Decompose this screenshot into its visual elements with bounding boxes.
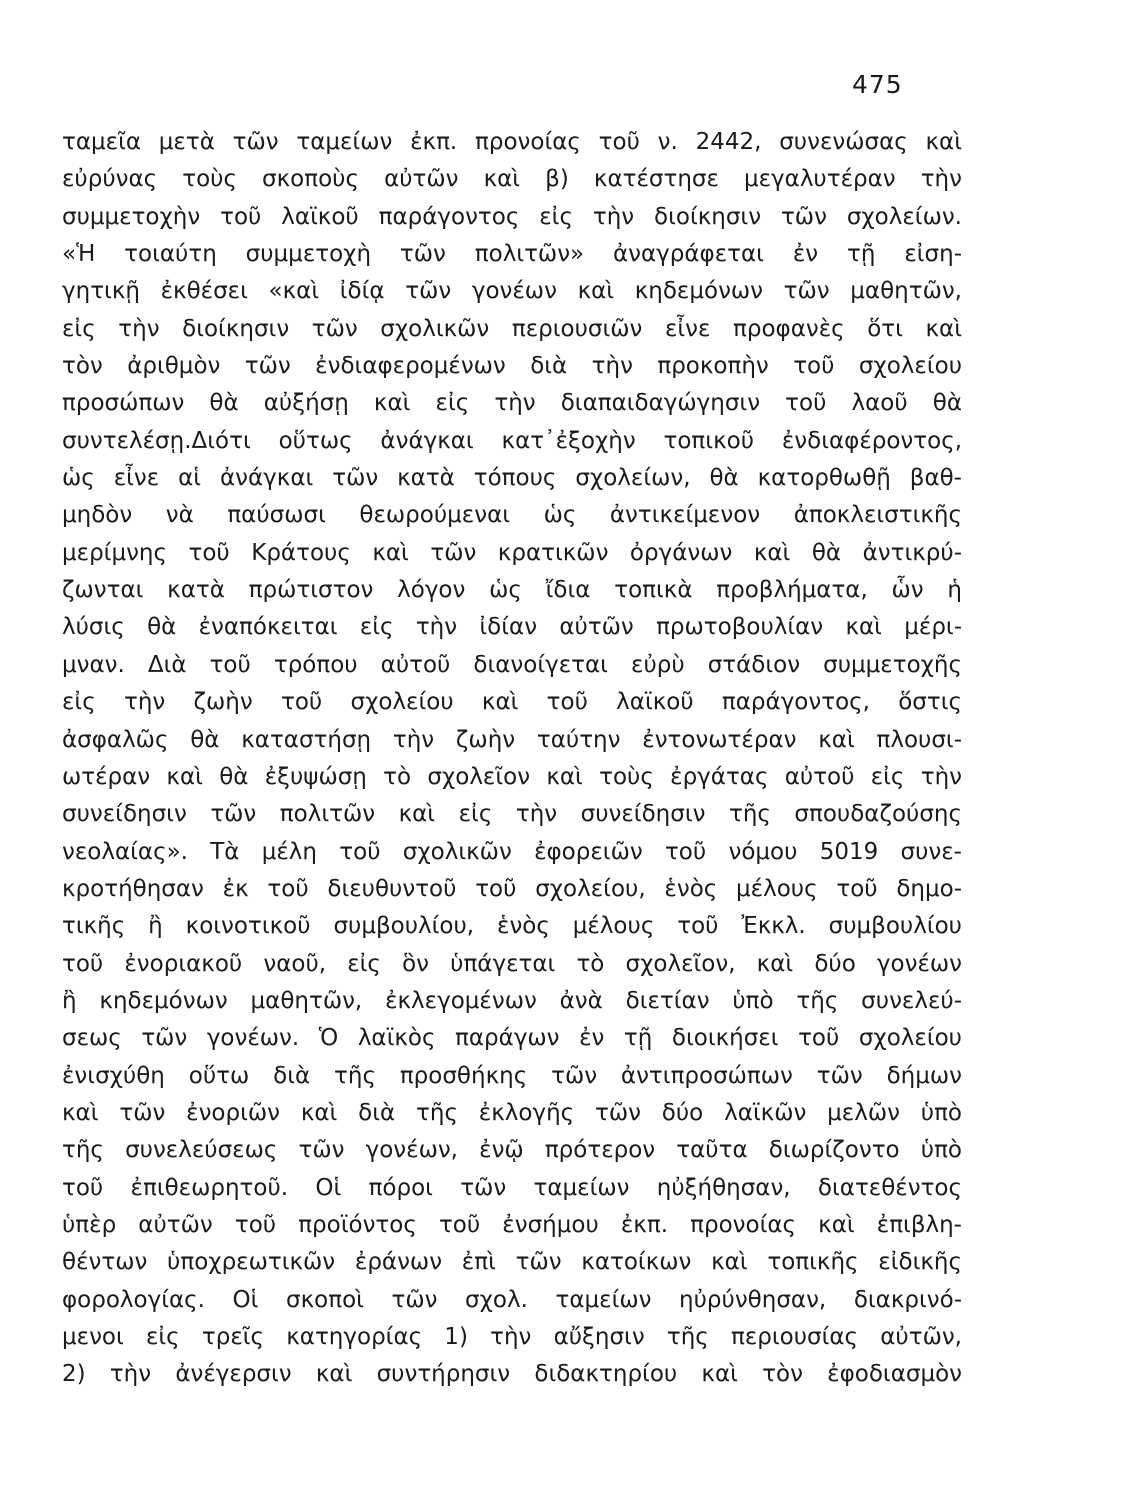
text-line: ζωνται κατὰ πρώτιστον λόγον ὡς ἴδια τοπικὰ προβλήματα, ὧν ἡ	[62, 577, 962, 604]
text-line: νεολαίας». Τὰ μέλη τοῦ σχολικῶν ἐφορειῶν τοῦ νόμου 5019 συνε-	[62, 838, 962, 865]
text-line: συνείδησιν τῶν πολιτῶν καὶ εἰς τὴν συνείδησιν τῆς σπουδαζούσης	[62, 801, 962, 828]
text-line: εἰς τὴν ζωὴν τοῦ σχολείου καὶ τοῦ λαϊκοῦ παράγοντος, ὅστις	[62, 689, 962, 716]
text-line: καὶ τῶν ἐνοριῶν καὶ διὰ τῆς ἐκλογῆς τῶν δύο λαϊκῶν μελῶν ὑπὸ	[62, 1099, 962, 1126]
text-line: γητικῇ ἐκθέσει «καὶ ἰδίᾳ τῶν γονέων καὶ κηδεμόνων τῶν μαθητῶν,	[62, 278, 962, 305]
text-line: τὸν ἀριθμὸν τῶν ἐνδιαφερομένων διὰ τὴν προκοπὴν τοῦ σχολείου	[62, 353, 962, 380]
text-line: ωτέραν καὶ θὰ ἐξυψώσῃ τὸ σχολεῖον καὶ τοὺς ἐργάτας αὐτοῦ εἰς τὴν	[62, 763, 962, 790]
text-line: κροτήθησαν ἐκ τοῦ διευθυντοῦ τοῦ σχολείου, ἑνὸς μέλους τοῦ δημο-	[62, 875, 962, 902]
text-line: ἢ κηδεμόνων μαθητῶν, ἐκλεγομένων ἀνὰ διετίαν ὑπὸ τῆς συνελεύ-	[62, 987, 962, 1014]
text-line: συντελέσῃ.Διότι οὕτως ἀνάγκαι κατ᾽ἐξοχὴν τοπικοῦ ἐνδιαφέροντος,	[62, 427, 962, 454]
text-line: εὐρύνας τοὺς σκοποὺς αὐτῶν καὶ β) κατέστησε μεγαλυτέραν τὴν	[62, 166, 962, 193]
text-line: συμμετοχὴν τοῦ λαϊκοῦ παράγοντος εἰς τὴν διοίκησιν τῶν σχολείων.	[62, 203, 962, 230]
text-line: ὑπὲρ αὐτῶν τοῦ προϊόντος τοῦ ἐνσήμου ἐκπ. προνοίας καὶ ἐπιβλη-	[62, 1211, 962, 1238]
text-line: ταμεῖα μετὰ τῶν ταμείων ἐκπ. προνοίας τοῦ ν. 2442, συνενώσας καὶ	[62, 129, 962, 155]
text-line: μηδὸν νὰ παύσωσι θεωρούμεναι ὡς ἀντικείμενον ἀποκλειστικῆς	[62, 502, 962, 529]
text-line: μενοι εἰς τρεῖς κατηγορίας 1) τὴν αὔξησιν τῆς περιουσίας αὐτῶν,	[62, 1324, 962, 1350]
body-text	[62, 124, 962, 1394]
text-line: τῆς συνελεύσεως τῶν γονέων, ἐνῷ πρότερον ταῦτα διωρίζοντο ὑπὸ	[62, 1137, 962, 1164]
text-line: μερίμνης τοῦ Κράτους καὶ τῶν κρατικῶν ὀργάνων καὶ θὰ ἀντικρύ-	[62, 539, 962, 566]
text-line: σεως τῶν γονέων. Ὁ λαϊκὸς παράγων ἐν τῇ διοικήσει τοῦ σχολείου	[62, 1025, 962, 1052]
text-line: τοῦ ἐπιθεωρητοῦ. Οἱ πόροι τῶν ταμείων ηὐξήθησαν, διατεθέντος	[62, 1174, 962, 1201]
text-line: τικῆς ἢ κοινοτικοῦ συμβουλίου, ἑνὸς μέλους τοῦ Ἐκκλ. συμβουλίου	[62, 913, 962, 940]
text-line: ὡς εἶνε αἱ ἀνάγκαι τῶν κατὰ τόπους σχολείων, θὰ κατορθωθῇ βαθ-	[62, 465, 962, 492]
text-line: ἐνισχύθη οὕτω διὰ τῆς προσθήκης τῶν ἀντιπροσώπων τῶν δήμων	[62, 1062, 962, 1089]
text-line: λύσις θὰ ἐναπόκειται εἰς τὴν ἰδίαν αὐτῶν πρωτοβουλίαν καὶ μέρι-	[62, 614, 962, 641]
page-number: 475	[852, 70, 903, 99]
text-line: «Ἡ τοιαύτη συμμετοχὴ τῶν πολιτῶν» ἀναγράφεται ἐν τῇ εἰση-	[62, 241, 962, 268]
text-line: ἀσφαλῶς θὰ καταστήσῃ τὴν ζωὴν ταύτην ἐντονωτέραν καὶ πλουσι-	[62, 726, 962, 753]
text-line: φορολογίας. Οἱ σκοποὶ τῶν σχολ. ταμείων ηὐρύνθησαν, διακρινό-	[62, 1286, 962, 1313]
text-line: τοῦ ἐνοριακοῦ ναοῦ, εἰς ὃν ὑπάγεται τὸ σχολεῖον, καὶ δύο γονέων	[62, 950, 962, 977]
text-line: προσώπων θὰ αὐξήσῃ καὶ εἰς τὴν διαπαιδαγώγησιν τοῦ λαοῦ θὰ	[62, 390, 962, 417]
text-line: θέντων ὑποχρεωτικῶν ἐράνων ἐπὶ τῶν κατοίκων καὶ τοπικῆς εἰδικῆς	[62, 1249, 962, 1276]
text-line: μναν. Διὰ τοῦ τρόπου αὐτοῦ διανοίγεται εὐρὺ στάδιον συμμετοχῆς	[62, 651, 962, 678]
text-line: εἰς τὴν διοίκησιν τῶν σχολικῶν περιουσιῶν εἶνε προφανὲς ὅτι καὶ	[62, 315, 962, 342]
text-line: 2) τὴν ἀνέγερσιν καὶ συντήρησιν διδακτηρίου καὶ τὸν ἐφοδιασμὸν	[62, 1361, 962, 1388]
